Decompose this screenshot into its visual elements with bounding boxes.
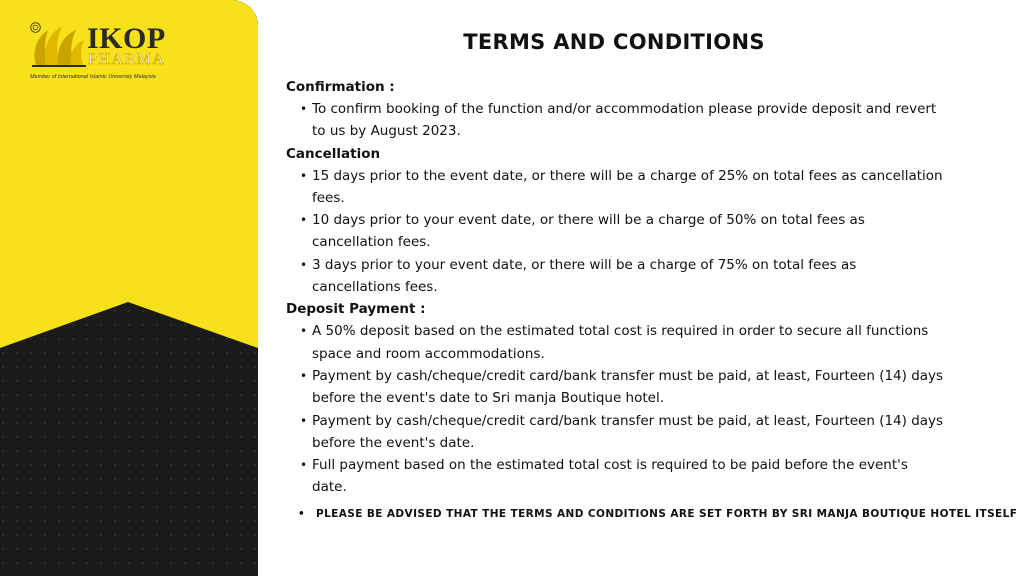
list-item: • Payment by cash/cheque/credit card/bank transfer must be paid, at least, Fourteen (14) days before the event's date. <box>312 410 946 455</box>
section-cancellation <box>286 143 946 299</box>
logo-tagline: Member of International Islamic University Malaysia <box>30 74 156 80</box>
notice-text: PLEASE BE ADVISED THAT THE TERMS AND CONDITIONS ARE SET FORTH BY SRI MANJA BOUTIQUE HOTEL ITSELF <box>316 508 1018 520</box>
hotel-notice <box>298 508 1018 520</box>
bullet-icon: • <box>298 508 306 520</box>
list-item: • 15 days prior to the event date, or there will be a charge of 25% on total fees as cancellation fees. <box>312 165 946 210</box>
terms-content <box>286 0 1018 576</box>
terms-sections <box>286 76 946 499</box>
bullet-list <box>286 165 946 299</box>
section-confirmation <box>286 76 946 143</box>
section-heading: Deposit Payment : <box>286 301 426 318</box>
list-item: • A 50% deposit based on the estimated total cost is required in order to secure all functions space and room accommodations. <box>312 320 946 365</box>
logo-title: IKOP <box>87 22 166 55</box>
university-seal-icon <box>30 22 41 33</box>
list-item: • 3 days prior to your event date, or there will be a charge of 75% on total fees as cancellations fees. <box>312 254 946 299</box>
list-item: • 10 days prior to your event date, or there will be a charge of 50% on total fees as cancellation fees. <box>312 209 946 254</box>
section-heading: Confirmation : <box>286 79 395 95</box>
list-item: • Payment by cash/cheque/credit card/bank transfer must be paid, at least, Fourteen (14) days before the event's date to Sri manja Boutique hotel. <box>312 365 946 410</box>
left-decor-panel <box>0 0 258 576</box>
page-title: TERMS AND CONDITIONS <box>463 30 765 54</box>
section-deposit-payment <box>286 298 946 498</box>
bullet-list <box>286 98 946 143</box>
list-item: • Full payment based on the estimated total cost is required to be paid before the event's date. <box>312 454 946 499</box>
list-item: • To confirm booking of the function and/or accommodation please provide deposit and revert to us by August 2023. <box>312 98 946 143</box>
bullet-list <box>286 320 946 498</box>
section-heading: Cancellation <box>286 145 381 162</box>
logo-subtitle: PHARMA <box>88 51 166 68</box>
ikop-pharma-logo <box>30 22 180 92</box>
